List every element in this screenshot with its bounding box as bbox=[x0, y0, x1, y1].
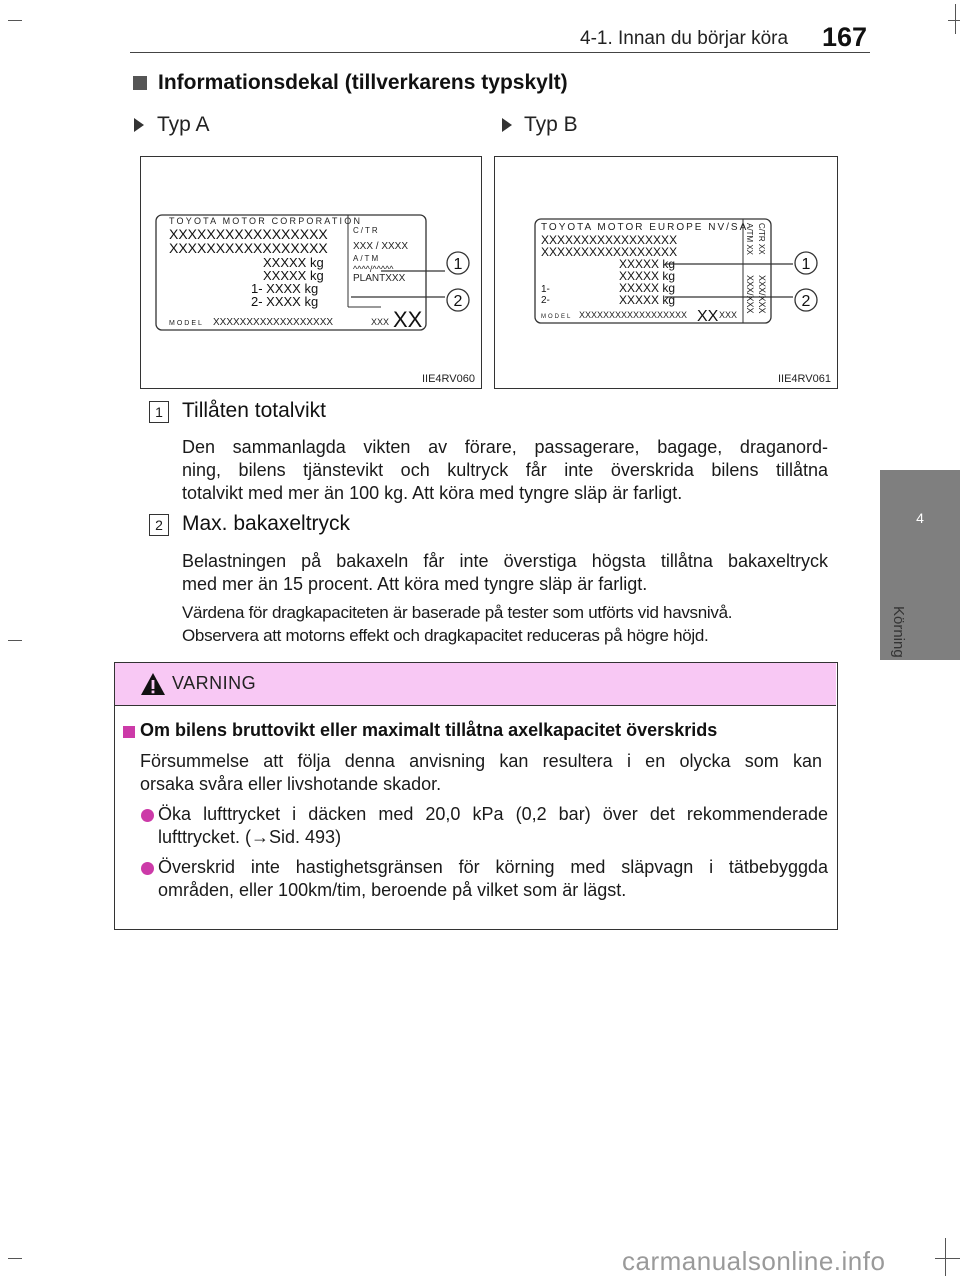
svg-text:XXXXXXXXXXXXXXXXX: XXXXXXXXXXXXXXXXX bbox=[541, 245, 678, 259]
warning-title: VARNING bbox=[172, 673, 257, 693]
svg-text:MODEL: MODEL bbox=[541, 314, 573, 320]
crop-mark bbox=[945, 1238, 946, 1276]
svg-text:XX: XX bbox=[697, 308, 719, 325]
svg-text:A/TM: A/TM bbox=[353, 254, 381, 263]
note-line: Observera att motorns effekt och dragkapacitet reduceras på högre höjd. bbox=[182, 626, 709, 645]
warning-bullet-line: områden, eller 100km/tim, beroende på vilket som är lägst. bbox=[158, 880, 627, 900]
svg-text:^^^^/^^^^^: ^^^^/^^^^^ bbox=[353, 264, 394, 274]
warning-bullet-line: Öka lufttrycket i däcken med 20,0 kPa (0,2 bar) över det rekommenderade bbox=[158, 804, 828, 824]
warning-bullet-line: lufttrycket. (→Sid. 493) bbox=[158, 827, 342, 847]
svg-text:XXX / XXXX: XXX / XXXX bbox=[353, 241, 409, 252]
svg-text:XXX: XXX bbox=[719, 310, 738, 320]
svg-text:XXXXXXXXXXXXXXXXXX: XXXXXXXXXXXXXXXXXX bbox=[213, 317, 334, 328]
plate-line: XXXXXXXXXXXXXXXXX bbox=[169, 226, 328, 242]
plate-line: XXXXXXXXXXXXXXXXX bbox=[169, 240, 328, 256]
warning-bullet-line: Överskrid inte hastighetsgränsen för körning med släpvagn i tätbebyggda bbox=[158, 857, 828, 877]
svg-text:C/TR: C/TR bbox=[353, 226, 380, 235]
paragraph-line: Den sammanlagda vikten av förare, passagerare, bagage, draganord- bbox=[182, 437, 828, 457]
crop-mark bbox=[8, 1258, 22, 1259]
plate-line: 2- XXXX kg bbox=[251, 294, 319, 309]
svg-text:1: 1 bbox=[453, 256, 463, 273]
plate-company: TOYOTA MOTOR CORPORATION bbox=[169, 216, 363, 226]
warning-line: orsaka svåra eller livshotande skador. bbox=[140, 774, 442, 794]
figure-code: IIE4RV061 bbox=[777, 373, 831, 385]
item-title: Max. bakaxeltryck bbox=[182, 512, 351, 535]
running-header-section: 4-1. Innan du börjar köra bbox=[580, 28, 789, 49]
svg-text:XXXXX kg: XXXXX kg bbox=[619, 281, 676, 295]
warning-subtitle: Om bilens bruttovikt eller maximalt tillåtna axelkapacitet överskrids bbox=[140, 720, 718, 740]
svg-text:XXX/XXX: XXX/XXX bbox=[745, 275, 755, 314]
figure-type-a bbox=[140, 156, 482, 389]
type-b-label: Typ B bbox=[524, 113, 578, 136]
svg-text:XXXXX kg: XXXXX kg bbox=[619, 269, 676, 283]
paragraph-line: ning, bilens tjänstevikt och kultryck får inte överskrida bilens tillåtna bbox=[182, 460, 828, 480]
crop-mark bbox=[955, 4, 956, 34]
plate-line: XXXXX kg bbox=[263, 268, 324, 283]
section-square-icon bbox=[133, 76, 147, 90]
svg-text:XXX/XXX: XXX/XXX bbox=[757, 275, 767, 314]
item-number-badge: 1 bbox=[149, 401, 169, 423]
bullet-dot-icon bbox=[141, 809, 154, 822]
bullet-dot-icon bbox=[141, 862, 154, 875]
svg-text:TOYOTA MOTOR EUROPE NV/SA: TOYOTA MOTOR EUROPE NV/SA bbox=[541, 222, 749, 233]
warning-square-icon bbox=[123, 726, 135, 738]
svg-text:1-: 1- bbox=[541, 284, 550, 295]
plate-line: 1- XXXX kg bbox=[251, 281, 319, 296]
watermark: carmanualsonline.info bbox=[622, 1246, 886, 1276]
item-title: Tillåten totalvikt bbox=[182, 399, 326, 422]
note-line: Värdena för dragkapaciteten är baserade på tester som utförts vid havsnivå. bbox=[182, 603, 733, 622]
svg-text:C/TR XX: C/TR XX bbox=[757, 223, 766, 255]
svg-text:XXXXX kg: XXXXX kg bbox=[619, 293, 676, 307]
figure-code: IIE4RV060 bbox=[421, 373, 475, 385]
svg-text:2: 2 bbox=[801, 293, 811, 310]
svg-text:XXXXX kg: XXXXX kg bbox=[619, 257, 676, 271]
warning-line: Försummelse att följa denna anvisning kan resultera i en olycka som kan bbox=[140, 751, 822, 771]
section-title: Informationsdekal (tillverkarens typskylt) bbox=[158, 71, 568, 94]
svg-text:2-: 2- bbox=[541, 295, 550, 306]
type-a-label: Typ A bbox=[157, 113, 210, 136]
chapter-number: 4 bbox=[916, 510, 924, 526]
svg-text:A/TM XX: A/TM XX bbox=[745, 223, 754, 256]
crop-mark bbox=[948, 20, 960, 21]
svg-text:1: 1 bbox=[801, 256, 811, 273]
chapter-label: Körning bbox=[890, 606, 907, 658]
svg-text:XXXXXXXXXXXXXXXXX: XXXXXXXXXXXXXXXXX bbox=[541, 233, 678, 247]
paragraph-line: Belastningen på bakaxeln får inte överstiga högsta tillåtna bakaxeltryck bbox=[182, 551, 828, 571]
svg-text:PLANTXXX: PLANTXXX bbox=[353, 273, 406, 284]
paragraph-line: med mer än 15 procent. Att köra med tyngre släp är farligt. bbox=[182, 574, 648, 594]
paragraph-line: totalvikt med mer än 100 kg. Att köra med tyngre släp är farligt. bbox=[182, 483, 683, 503]
crop-mark bbox=[8, 640, 22, 641]
crop-mark bbox=[8, 20, 22, 21]
svg-text:XX: XX bbox=[393, 307, 423, 332]
warning-triangle-icon bbox=[140, 672, 166, 696]
svg-text:MODEL: MODEL bbox=[169, 320, 204, 327]
item-number-badge: 2 bbox=[149, 514, 169, 536]
triangle-arrow-icon bbox=[502, 118, 512, 132]
type-b-label-illustration bbox=[495, 157, 837, 388]
type-a-label-illustration bbox=[141, 157, 481, 388]
header-rule bbox=[130, 52, 870, 53]
svg-text:XXXXXXXXXXXXXXXXXX: XXXXXXXXXXXXXXXXXX bbox=[579, 310, 688, 320]
plate-line: XXXXX kg bbox=[263, 255, 324, 270]
svg-text:2: 2 bbox=[453, 293, 463, 310]
triangle-arrow-icon bbox=[134, 118, 144, 132]
page-number: 167 bbox=[822, 22, 868, 52]
svg-text:XXX: XXX bbox=[371, 317, 390, 327]
figure-type-b bbox=[494, 156, 838, 389]
crop-mark bbox=[935, 1258, 960, 1259]
